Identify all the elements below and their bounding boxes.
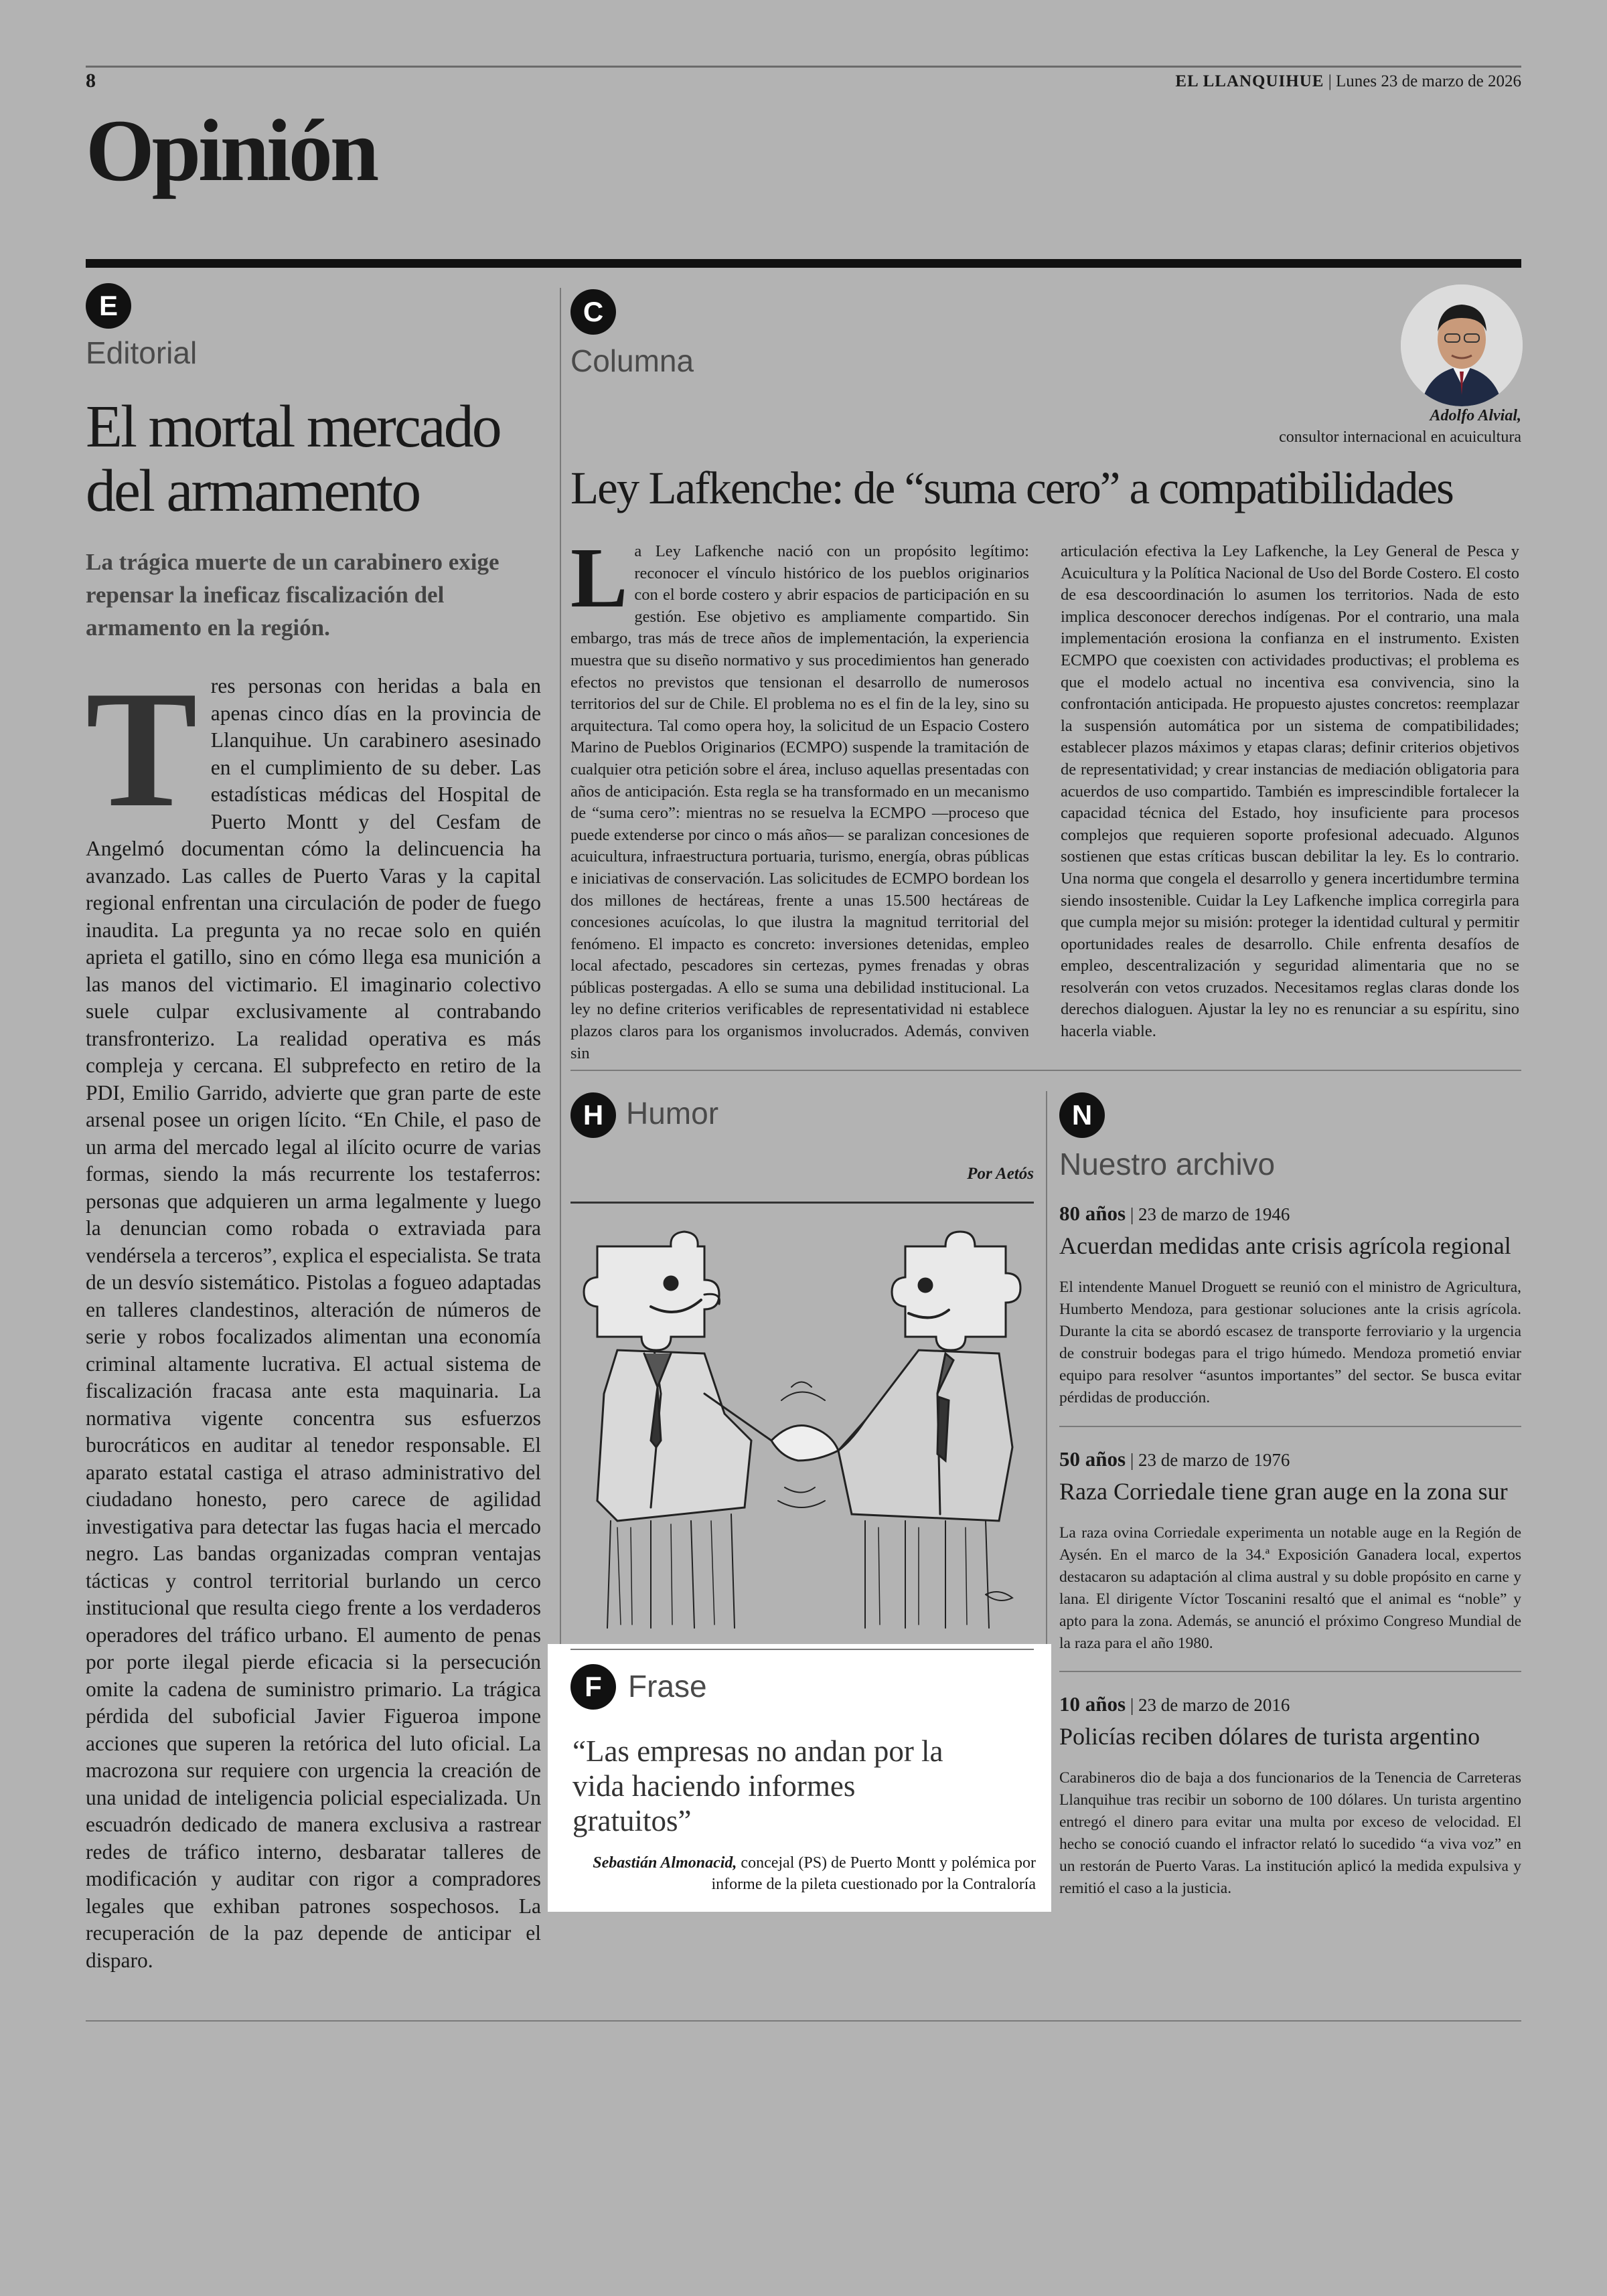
quote-top-rule	[570, 1649, 1034, 1650]
editorial-dropcap: T	[86, 657, 198, 842]
editorial-title: El mortal mercado del armamento	[86, 394, 500, 524]
humor-rule	[570, 1202, 1034, 1204]
column-text-col2: articulación efectiva la Ley Lafkenche, la Ley General de Pesca y Acuicultura y la Política Nacional de Uso del Borde Costero. El costo de esa descoordinación lo asumen los territorios. Nada de esto implica desconocer derechos indígenas. Por el contrario, una mala implementación erosiona la confianza en el instrumento. Existen ECMPO que coexisten con actividades productivas; el problema es que el modelo actual no incentiva esa convivencia, sino la confrontación anticipada. He propuesto ajustes concretos: reemplazar la suspensión automática por un sistema de compatibilidades; establecer plazos máximos y etapas claras; definir criterios objetivos de representatividad; y crear instancias de mediación obligatoria para acuerdos de uso compartido. También es imprescindible fortalecer la capacidad técnica del Estado, hoy insuficiente para procesos complejos que requieren soporte profesional adecuado. Algunos sostienen que estas críticas buscan debilitar la ley. Es lo contrario. Una norma que congela el desarrollo y genera incertidumbre termina siendo insostenible. Cuidar la Ley Lafkenche implica corregirla para que cumpla mejor su misión: proteger la identidad cultural y permitir oportunidades reales de desarrollo. Chile enfrenta desafíos de empleo, descentralización y seguridad alimentaria que no se resolverán con vetos cruzados. Necesitamos reglas claras donde los derechos dialoguen. Ajustar la ley no es renunciar a su espíritu, sino hacerla viable.	[1061, 542, 1519, 1041]
issue-date: Lunes 23 de marzo de 2026	[1335, 72, 1521, 90]
quote-source-name: Sebastián Almonacid,	[593, 1854, 737, 1872]
archive-date: 23 de marzo de 1946	[1138, 1204, 1290, 1224]
quote-text: “Las empresas no andan por la vida haciendo informes gratuitos”	[572, 1734, 943, 1837]
archive-rule-1	[1059, 1426, 1521, 1427]
humor-badge: H	[570, 1092, 616, 1138]
quote-kicker: Frase	[628, 1669, 707, 1704]
archive-text-1: El intendente Manuel Droguett se reunió con el ministro de Agricultura, Humberto Mendoza, para gestionar soluciones ante la crisis agrícola. Durante la cita se abordó escasez de transporte ferroviario y la urgencia de construir bodegas para el trigo húmedo. Mendoza prometió enviar equipo para resolver “asuntos importantes” del sector. Se busca evitar pérdidas de producción.	[1059, 1279, 1521, 1406]
page-number: 8	[86, 70, 96, 92]
newspaper-name: EL LLANQUIHUE	[1175, 72, 1324, 90]
column-text-1: a Ley Lafkenche nació con un propósito legítimo: reconocer el vínculo histórico de los pueblos originarios con el borde costero y abrir espacios de participación en su gestión. Ese objetivo es ampliamente compartido. Sin embargo, tras más de trece años de implementación, la experiencia muestra que su diseño normativo y sus procedimientos han generado efectos no previstos que tensionan el desarrollo de numerosos territorios del sur de Chile. El problema no es el fin de la ley, sino su arquitectura. Tal como opera hoy, la solicitud de un Espacio Costero Marino de Pueblos Originarios (ECMPO) suspende la tramitación de cualquier otra petición sobre el área, incluso aquellas presentadas con años de anticipación. Esta regla se ha transformado en un mecanismo de “suma cero”: mientras no se resuelva la ECMPO —proceso que puede extenderse por cinco o más años— se paralizan concesiones de acuicultura, infraestructura portuaria, turismo, energía, obras públicas e iniciativas de conservación. Las solicitudes de ECMPO bordean los dos millones de hectáreas, frente a unas 15.500 hectáreas de concesiones acuícolas, lo que ilustra la magnitud territorial del fenómeno. El impacto es concreto: inversiones detenidas, empleo local afectado, pescadores sin certezas, pymes frenadas y obras públicas postergadas. A ello se suma una debilidad institucional. La ley no define criterios verificables de representatividad ni establece plazos claros para los organismos involucrados. Además, conviven sin	[570, 542, 1029, 1062]
archive-date: 23 de marzo de 1976	[1138, 1450, 1290, 1470]
archive-kicker: Nuestro archivo	[1059, 1147, 1276, 1181]
column-badge: C	[570, 289, 616, 335]
column-kicker: Columna	[570, 343, 694, 378]
column-dropcap: L	[570, 530, 628, 625]
archive-date: 23 de marzo de 2016	[1138, 1695, 1290, 1715]
column-text-col1	[570, 530, 1029, 1064]
editorial-body	[86, 657, 541, 1974]
editorial-kicker: Editorial	[86, 335, 198, 370]
section-rule	[86, 259, 1521, 268]
author-role: consultor internacional en acuicultura	[1279, 428, 1521, 446]
column-bottom-rule	[570, 1070, 1521, 1071]
archive-headline-3: Policías reciben dólares de turista argentino	[1059, 1723, 1480, 1750]
archive-years-2: 50 años | 23 de marzo de 1976	[1059, 1447, 1290, 1471]
humor-byline: Por Aetós	[967, 1165, 1034, 1183]
archive-years-3: 10 años | 23 de marzo de 2016	[1059, 1692, 1290, 1716]
editorial-text: res personas con heridas a bala en apenas cinco días en la provincia de Llanquihue. Un carabinero asesinado en el cumplimiento de su deber. Las estadísticas médicas del Hospital de Puerto Montt y del Cesfam de Angelmó documentan cómo la delincuencia ha avanzado. Las calles de Puerto Varas y la capital regional enfrentan una circulación de poder de fuego inaudita. La pregunta ya no recae solo en quién aprieta el gatillo, sino en cómo llega esa munición a las manos del victimario. El imaginario colectivo suele culpar exclusivamente al contrabando transfronterizo. La realidad operativa es más compleja y cercana. El subprefecto en retiro de la PDI, Emilio Garrido, advierte que gran parte de este arsenal posee un origen lícito. “En Chile, el paso de un arma del mercado legal al ilícito ocurre de varias formas, siendo la más recurrente los testaferros: personas que adquieren un arma legalmente y luego la denuncian como robada o extraviada para vendérsela a terceros”, explica el especialista. Se trata de un desvío sistemático. Pistolas a fogueo adaptadas en talleres clandestinos, alteración de números de serie y robos focalizados alimentan una economía criminal altamente lucrativa. El actual sistema de fiscalización fracasa ante esta maquinaria. La normativa vigente concentra sus esfuerzos burocráticos en auditar al tenedor responsable. El aparato estatal castiga el atraso administrativo del ciudadano honesto, pero carece de agilidad investigativa para detectar las fugas hacia el mercado negro. Las bandas organizadas compran ventajas tácticas y control territorial burlando un cerco institucional que resulta ciego frente a los verdaderos operadores del tráfico urbano. El aumento de penas por porte ilegal pierde eficacia si la persecución omite la cadena de suministro primario. La trágica pérdida del suboficial Javier Figueroa impone acciones que superen la retórica del luto oficial. La macrozona sur requiere con urgencia la creación de una unidad de inteligencia policial especializada. Un escuadrón dedicado de manera exclusiva a rastrear redes de tráfico interno, desbaratar talleres de modificación y auditar con rigor a compradores legales que exhiban patrones sospechosos. La recuperación de la paz depende de anticipar el disparo.	[86, 674, 541, 1972]
archive-text-3: Carabineros dio de baja a dos funcionarios de la Tenencia de Carreteras Llanquihue tras recibir un soborno de 100 dólares. Un turista argentino entregó el dinero para evitar una multa por exceso de velocidad. El hecho se conoció cuando el infractor relató lo sucedido “a viva voz” en un restorán de Puerto Varas. La institución aplicó la medida expulsiva y remitió el caso a la justicia.	[1059, 1769, 1521, 1897]
archive-headline-1: Acuerdan medidas ante crisis agrícola regional	[1059, 1232, 1511, 1259]
masthead: EL LLANQUIHUE | Lunes 23 de marzo de 2026	[1175, 72, 1521, 90]
archive-years-label: 50 años	[1059, 1447, 1126, 1471]
archive-years-label: 10 años	[1059, 1692, 1126, 1716]
quote-badge: F	[570, 1664, 616, 1710]
author-portrait	[1401, 284, 1523, 406]
archive-badge: N	[1059, 1092, 1105, 1138]
quote-source-desc: concejal (PS) de Puerto Montt y polémica por informe de la pileta cuestionado por la Contraloría	[711, 1854, 1036, 1893]
archive-years-label: 80 años	[1059, 1202, 1126, 1225]
column-title: Ley Lafkenche: de “suma cero” a compatibilidades	[570, 463, 1453, 513]
humor-kicker: Humor	[626, 1096, 719, 1131]
top-rule	[86, 66, 1521, 68]
bottom-rule	[86, 2020, 1521, 2022]
humor-cartoon	[570, 1220, 1032, 1638]
author-name: Adolfo Alvial,	[1430, 407, 1521, 424]
archive-years-1: 80 años | 23 de marzo de 1946	[1059, 1202, 1290, 1225]
editorial-badge: E	[86, 283, 131, 329]
editorial-lead: La trágica muerte de un carabinero exige repensar la ineficaz fiscalización del armamento en la región.	[86, 549, 500, 641]
archive-text-2: La raza ovina Corriedale experimenta un notable auge en la Región de Aysén. En el marco de la 34.ª Exposición Ganadera local, expertos destacaron su adaptación al clima austral y su doble propósito en carne y lana. El dirigente Víctor Toscanini resaltó que el animal es “noble” y apto para la zona. Además, se anunció el próximo Congreso Mundial de la raza para el año 1980.	[1059, 1524, 1521, 1652]
archive-headline-2: Raza Corriedale tiene gran auge en la zona sur	[1059, 1478, 1508, 1505]
section-title: Opinión	[86, 101, 377, 199]
quote-source	[572, 1852, 1036, 1895]
archive-rule-2	[1059, 1671, 1521, 1672]
